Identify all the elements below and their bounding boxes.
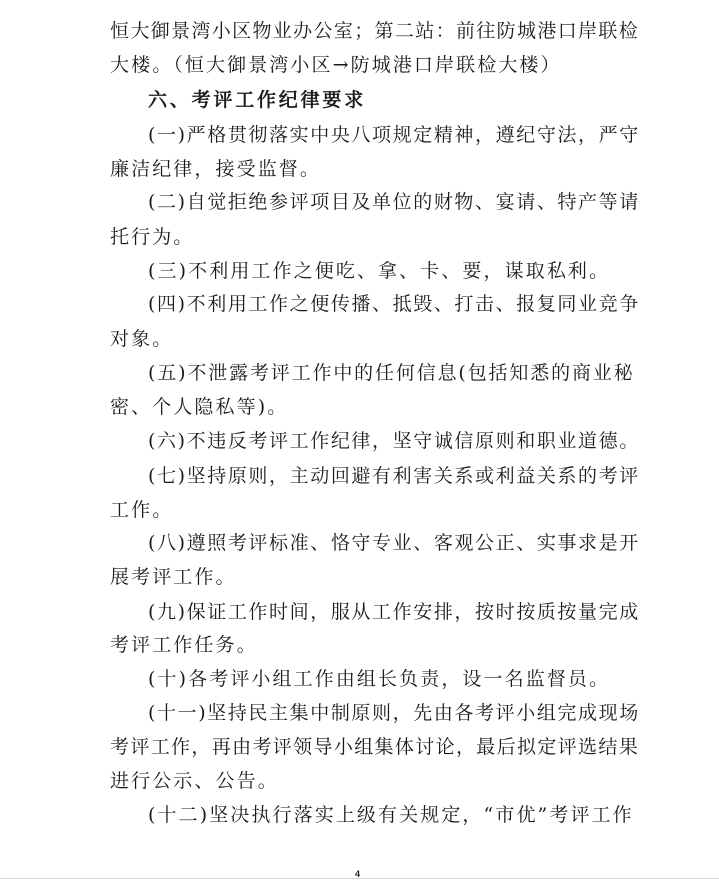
paragraph-item-4-line-2: 对象。	[110, 328, 174, 350]
paragraph-item-7-line-1: (七)坚持原则，主动回避有利害关系或利益关系的考评	[148, 465, 640, 487]
paragraph-item-9-line-2: 考评工作任务。	[110, 634, 258, 656]
section-heading-discipline: 六、考评工作纪律要求	[148, 89, 367, 111]
paragraph-item-4-line-1: (四)不利用工作之便传播、抵毁、打击、报复同业竞争	[148, 293, 640, 315]
paragraph-item-5-line-1: (五)不泄露考评工作中的任何信息(包括知悉的商业秘	[148, 362, 635, 384]
paragraph-item-11-line-2: 考评工作，再由考评领导小组集体讨论，最后拟定评选结果	[110, 736, 640, 758]
page-number: 4	[355, 869, 361, 879]
paragraph-item-8-line-2: 展考评工作。	[110, 566, 237, 588]
paragraph-item-2-line-2: 托行为。	[110, 226, 195, 248]
paragraph-item-7-line-2: 工作。	[110, 499, 174, 521]
paragraph-item-1-line-2: 廉洁纪律，接受监督。	[110, 158, 322, 180]
paragraph-item-11-line-3: 进行公示、公告。	[110, 770, 279, 792]
paragraph-item-2-line-1: (二)自觉拒绝参评项目及单位的财物、宴请、特产等请	[148, 191, 640, 213]
paragraph-item-5-line-2: 密、个人隐私等)。	[110, 396, 289, 418]
paragraph-item-10: (十)各考评小组工作由组长负责，设一名监督员。	[148, 668, 611, 690]
paragraph-item-8-line-1: (八)遵照考评标准、恪守专业、客观公正、实事求是开	[148, 532, 640, 554]
paragraph-item-3: (三)不利用工作之便吃、拿、卡、要，谋取私利。	[148, 260, 611, 282]
paragraph-item-6: (六)不违反考评工作纪律，坚守诚信原则和职业道德。	[148, 430, 640, 452]
paragraph-item-9-line-1: (九)保证工作时间，服从工作安排，按时按质按量完成	[148, 601, 640, 623]
paragraph-item-1-line-1: (一)严格贯彻落实中央八项规定精神，遵纪守法，严守	[148, 124, 640, 146]
text-line-continuation-1: 恒大御景湾小区物业办公室；第二站：前往防城港口岸联检	[110, 20, 640, 42]
text-line-continuation-2: 大楼。（恒大御景湾小区→防城港口岸联检大楼）	[110, 54, 562, 76]
paragraph-item-11-line-1: (十一)坚持民主集中制原则，先由各考评小组完成现场	[148, 702, 640, 724]
paragraph-item-12-line-1: (十二)坚决执行落实上级有关规定，“市优”考评工作	[148, 804, 634, 826]
